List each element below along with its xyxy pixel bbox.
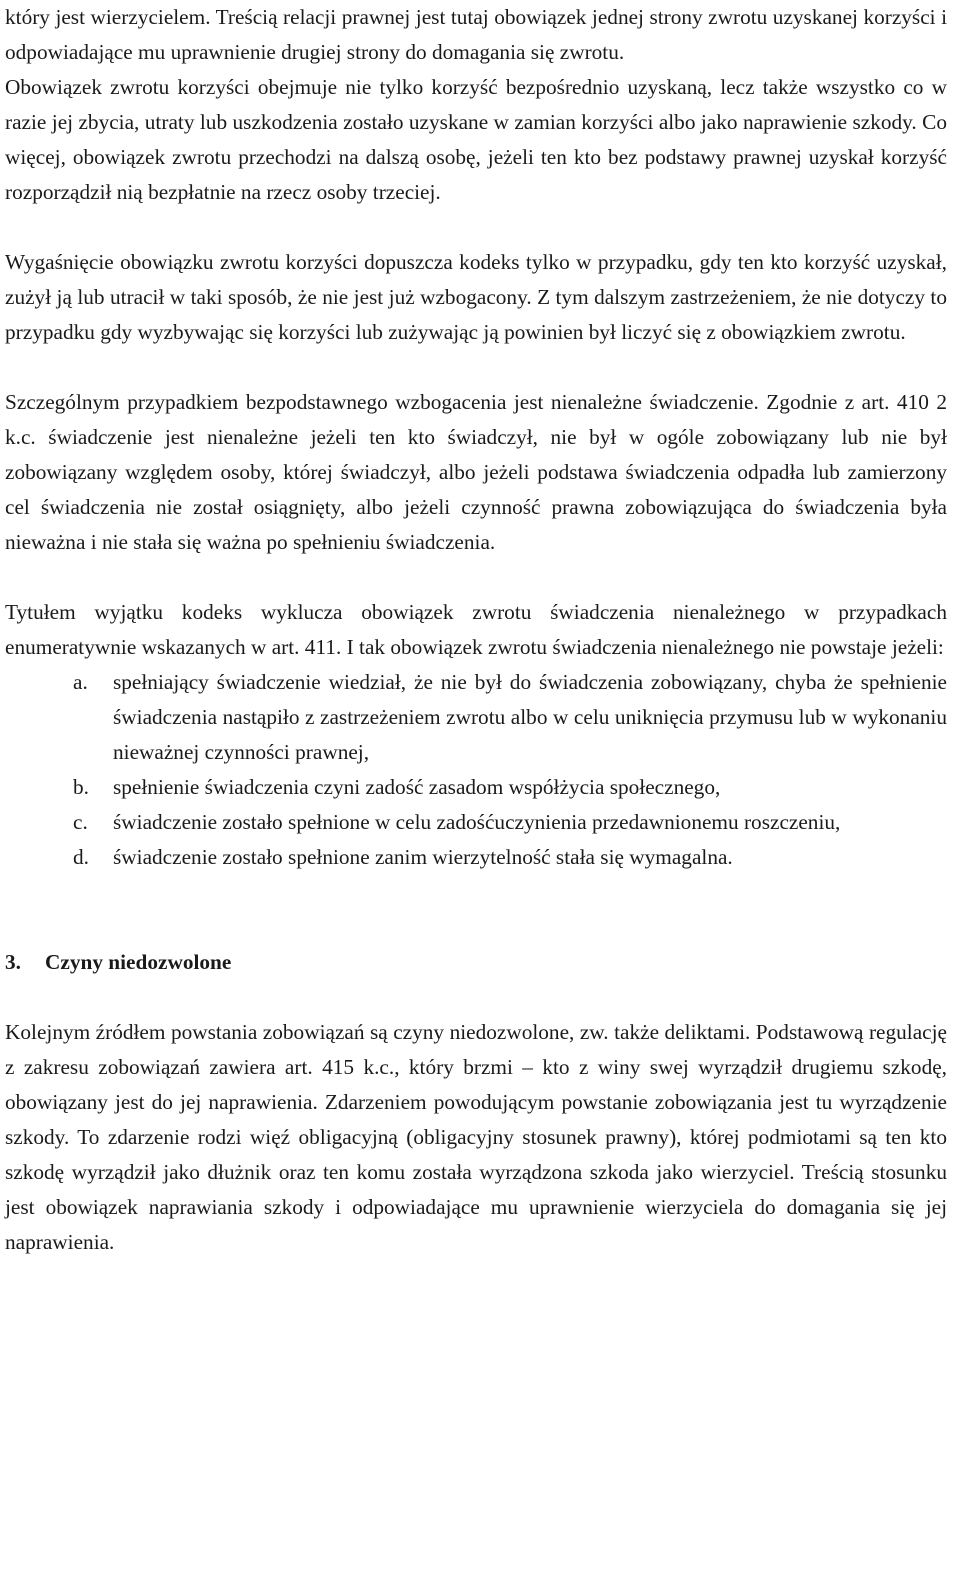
list-text: spełniający świadczenie wiedział, że nie był do świadczenia zobowiązany, chyba że spełnienie świadczenia nastąpiło z zastrzeżeniem zwrotu albo w celu uniknięcia przymusu lub w wykonaniu nieważnej czynności prawnej, xyxy=(113,670,947,764)
document-page xyxy=(5,0,947,1260)
paragraph-5: Tytułem wyjątku kodeks wyklucza obowiązek zwrotu świadczenia nienależnego w przypadkach enumeratywnie wskazanych w art. 411. I tak obowiązek zwrotu świadczenia nienależnego nie powstaje jeżeli: xyxy=(5,600,947,659)
exceptions-list xyxy=(5,665,947,875)
list-marker: c. xyxy=(73,810,88,834)
list-item xyxy=(5,805,947,840)
list-item xyxy=(5,770,947,805)
spacer xyxy=(5,560,947,595)
list-marker: a. xyxy=(73,670,88,694)
paragraph-3: Wygaśnięcie obowiązku zwrotu korzyści dopuszcza kodeks tylko w przypadku, gdy ten kto korzyść uzyskał, zużył ją lub utracił w taki sposób, że nie jest już wzbogacony. Z tym dalszym zastrzeżeniem, że nie dotyczy to przypadku gdy wyzbywając się korzyści lub zużywając ją powinien był liczyć się z obowiązkiem zwrotu. xyxy=(5,250,947,344)
spacer xyxy=(5,210,947,245)
section-heading xyxy=(5,945,947,980)
list-text: spełnienie świadczenia czyni zadość zasadom współżycia społecznego, xyxy=(113,775,721,799)
spacer xyxy=(5,350,947,385)
section-number: 3. xyxy=(5,950,21,974)
spacer xyxy=(5,980,947,1015)
list-marker: d. xyxy=(73,845,89,869)
paragraph-6: Kolejnym źródłem powstania zobowiązań są czyny niedozwolone, zw. także deliktami. Podstawową regulację z zakresu zobowiązań zawiera art. 415 k.c., który brzmi – kto z winy swej wyrządził drugiemu szkodę, obowiązany jest do jej naprawienia. Zdarzeniem powodującym powstanie zobowiązania jest tu wyrządzenie szkody. To zdarzenie rodzi więź obligacyjną (obligacyjny stosunek prawny), której podmiotami są ten kto szkodę wyrządził jako dłużnik oraz ten komu została wyrządzona szkoda jako wierzyciel. Treścią stosunku jest obowiązek naprawiania szkody i odpowiadające mu uprawnienie wierzyciela do domagania się jej naprawienia. xyxy=(5,1020,947,1254)
section-title: Czyny niedozwolone xyxy=(45,950,232,974)
paragraph-4: Szczególnym przypadkiem bezpodstawnego wzbogacenia jest nienależne świadczenie. Zgodnie z art. 410 2 k.c. świadczenie jest nienależne jeżeli ten kto świadczył, nie był w ogóle zobowiązany lub nie był zobowiązany względem osoby, której świadczył, albo jeżeli podstawa świadczenia odpadła lub zamierzony cel świadczenia nie został osiągnięty, albo jeżeli czynność prawna zobowiązująca do świadczenia była nieważna i nie stała się ważna po spełnieniu świadczenia. xyxy=(5,390,947,554)
list-item xyxy=(5,840,947,875)
list-text: świadczenie zostało spełnione w celu zadośćuczynienia przedawnionemu roszczeniu, xyxy=(113,810,841,834)
spacer xyxy=(5,875,947,945)
list-item xyxy=(5,665,947,770)
paragraph-1: który jest wierzycielem. Treścią relacji prawnej jest tutaj obowiązek jednej strony zwrotu uzyskanej korzyści i odpowiadające mu uprawnienie drugiej strony do domagania się zwrotu. xyxy=(5,5,947,64)
list-text: świadczenie zostało spełnione zanim wierzytelność stała się wymagalna. xyxy=(113,845,733,869)
paragraph-2: Obowiązek zwrotu korzyści obejmuje nie tylko korzyść bezpośrednio uzyskaną, lecz także wszystko co w razie jej zbycia, utraty lub uszkodzenia zostało uzyskane w zamian korzyści albo jako naprawienie szkody. Co więcej, obowiązek zwrotu przechodzi na dalszą osobę, jeżeli ten kto bez podstawy prawnej uzyskał korzyść rozporządził nią bezpłatnie na rzecz osoby trzeciej. xyxy=(5,75,947,204)
list-marker: b. xyxy=(73,775,89,799)
